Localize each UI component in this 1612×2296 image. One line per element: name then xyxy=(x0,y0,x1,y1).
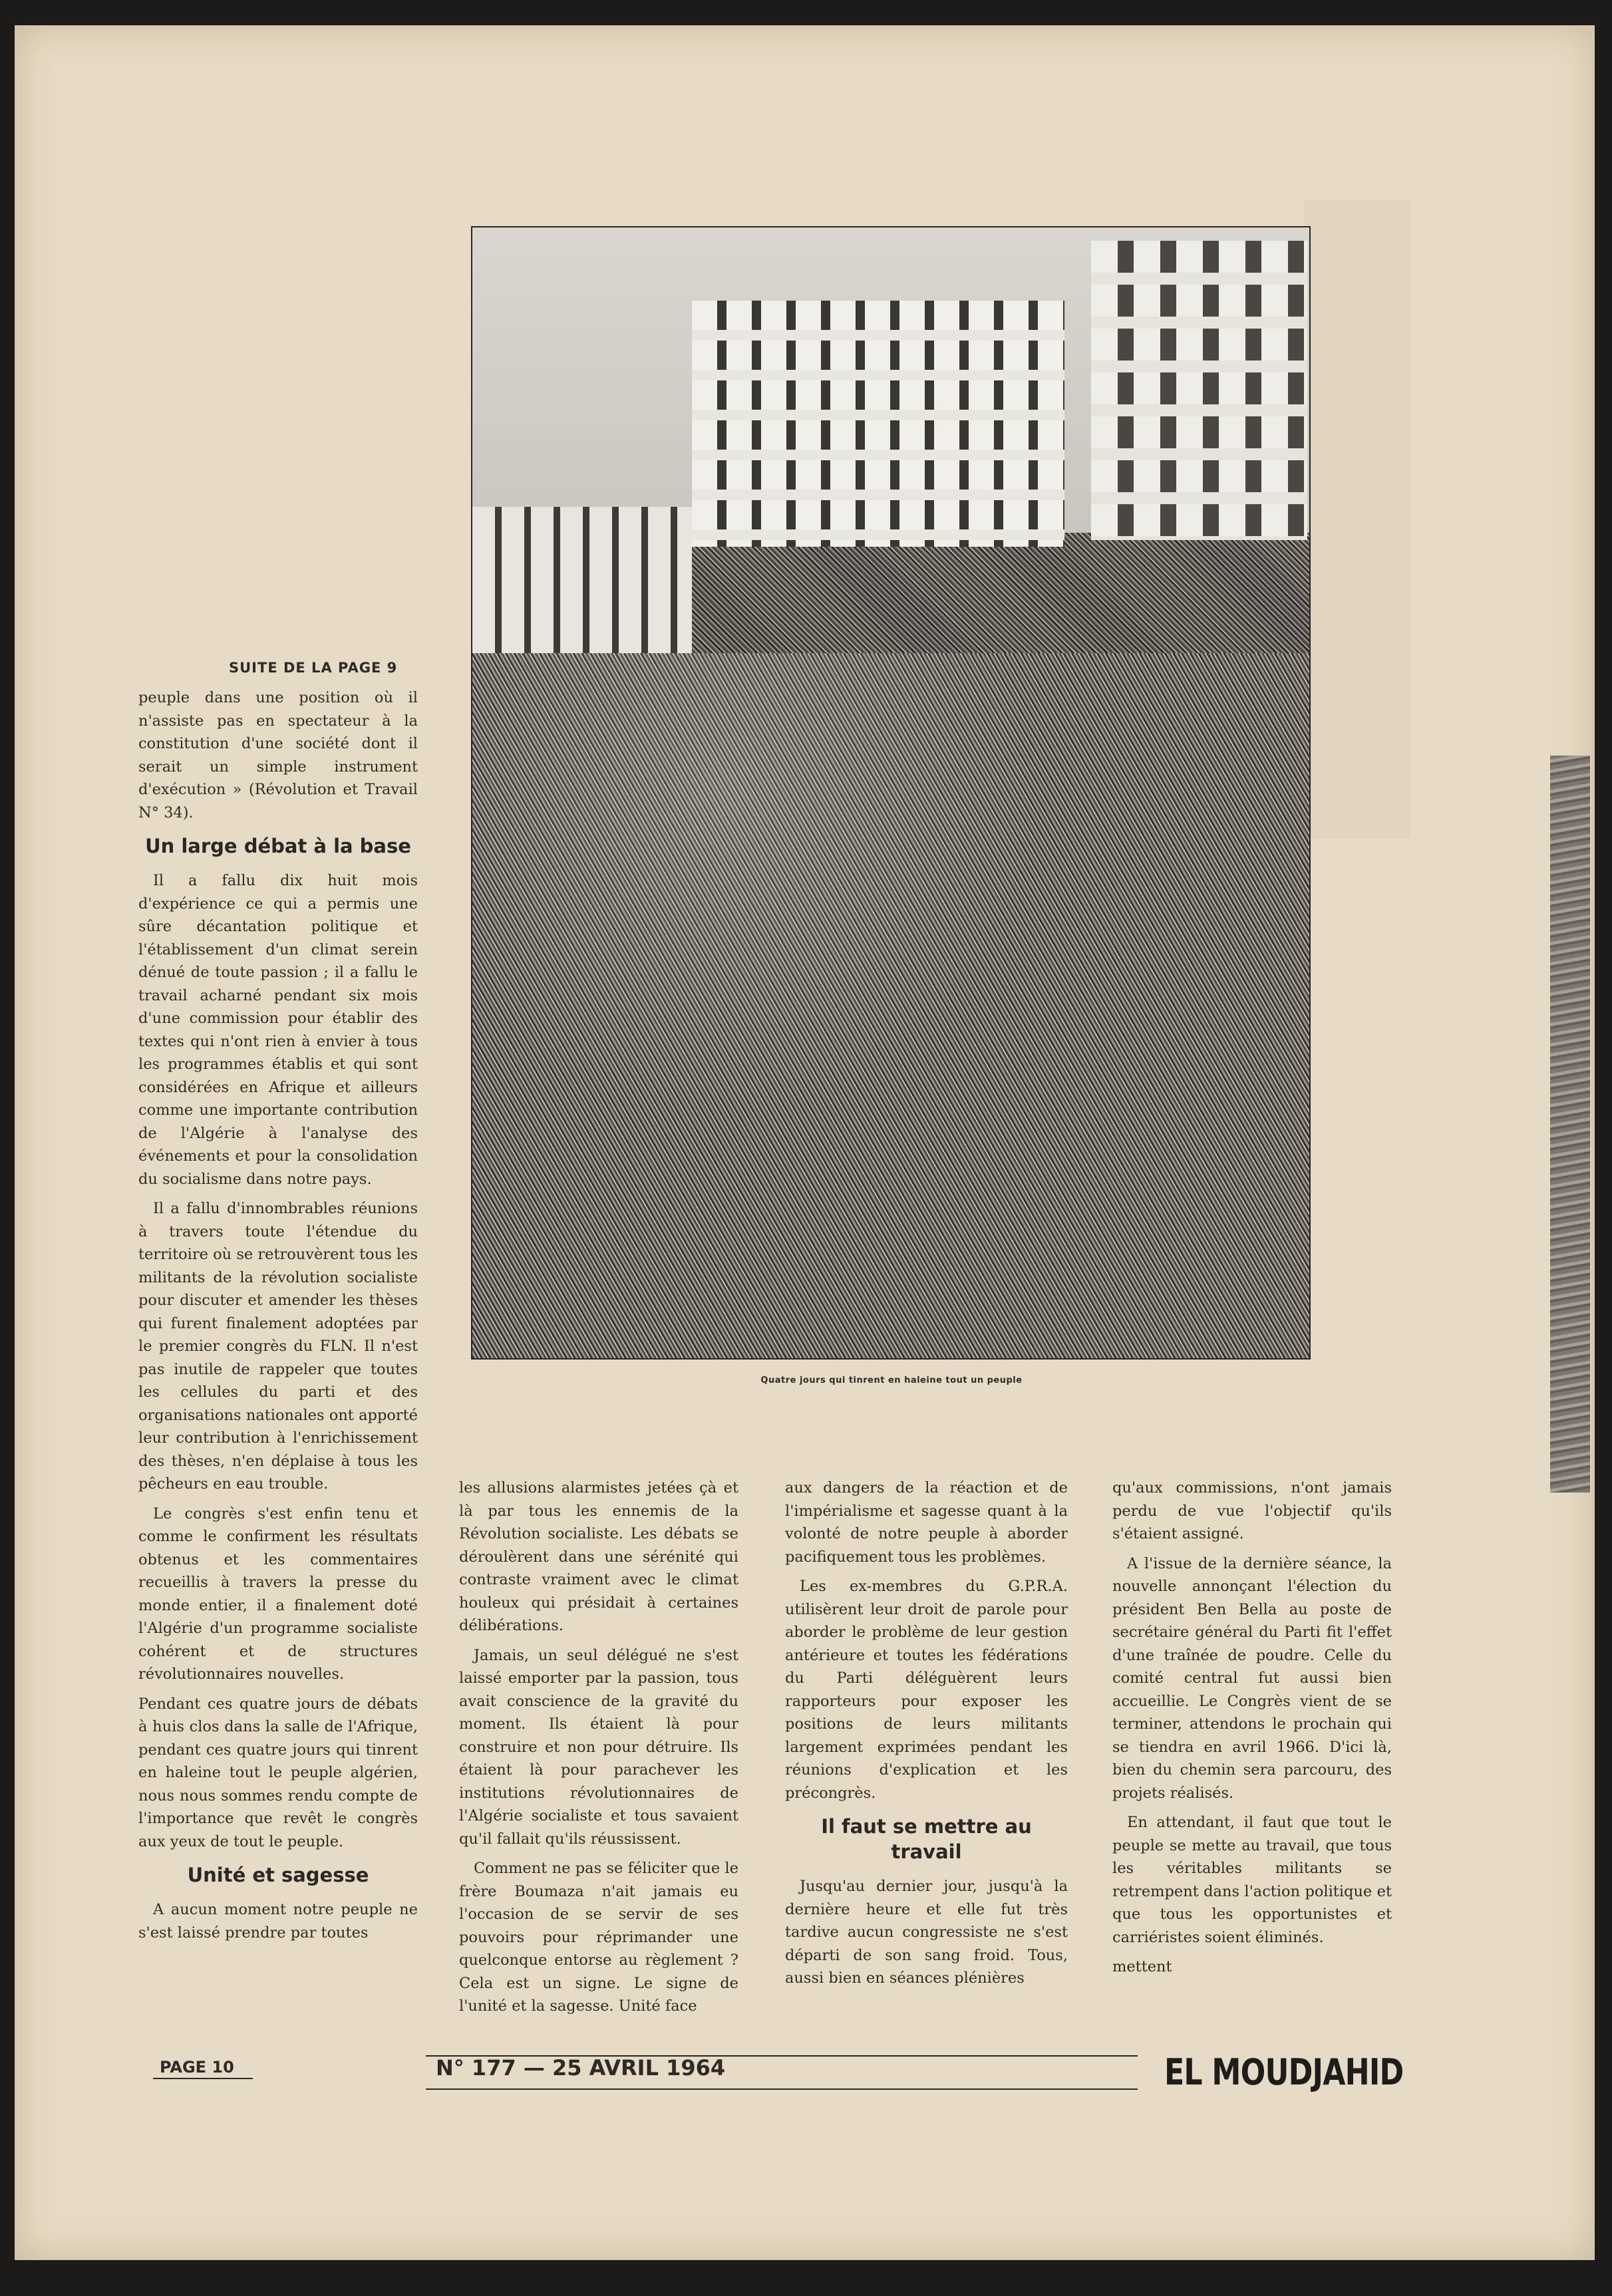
photo-building xyxy=(692,301,1064,547)
paragraph: Pendant ces quatre jours de débats à huis clos dans la salle de l'Afrique, pendant ces quatre jours qui tinrent en haleine tout le peuple algérien, nous nous sommes rendu compte de l'importance que revêt le congrès aux yeux de tout le peuple. xyxy=(138,1695,418,1850)
article-column-4 xyxy=(1112,1477,1392,1985)
paragraph: peuple dans une position où il n'assiste pas en spectateur à la constitution d'une société dont il serait un simple instrument d'exécution » (Révolution et Travail N° 34). xyxy=(138,689,418,821)
paragraph: Le congrès s'est enfin tenu et comme le confirment les résultats obtenus et les commentaires recueillis à travers la presse du monde entier, il a finalement doté l'Algérie d'un programme socialiste cohérent et de structures révolutionnaires nouvelles. xyxy=(138,1505,418,1683)
continued-label: SUITE DE LA PAGE 9 xyxy=(229,660,398,676)
paragraph: Jamais, un seul délégué ne s'est laissé emporter par la passion, tous avait conscience de la gravité du moment. Ils étaient là pour construire et non pour détruire. Ils étaient là pour parachever les institutions révolutionnaires de l'Algérie socialiste et tous savaient qu'il fallait qu'ils réussissent. xyxy=(459,1646,738,1848)
page-number: PAGE 10 xyxy=(160,2058,234,2077)
paragraph: A l'issue de la dernière séance, la nouvelle annonçant l'élection du président Ben Bella au poste de secrétaire général du Parti fit l'effet d'une traînée de poudre. Celle du comité central fut aussi bien accueillie. Le Congrès vient de se terminer, attendons le prochain qui se tiendra en avril 1966. D'ici là, bien du chemin sera parcouru, des projets réalisés. xyxy=(1112,1554,1392,1802)
photo-building xyxy=(472,507,692,660)
paragraph: aux dangers de la réaction et de l'impérialisme et sagesse quant à la volonté de notre peuple à aborder pacifiquement tous les problèmes. xyxy=(785,1479,1068,1566)
article-column-2 xyxy=(459,1477,738,2025)
paragraph: Comment ne pas se féliciter que le frère Boumaza n'ait jamais eu l'occasion de se servir de ses pouvoirs pour réprimander une quelconque entorse au règlement ? Cela est un signe. Le signe de l'unité et la sagesse. Unité face xyxy=(459,1860,738,2015)
footer-rule xyxy=(426,2088,1138,2090)
photo-caption: Quatre jours qui tinrent en haleine tout un peuple xyxy=(760,1375,1023,1385)
photo-crowd xyxy=(472,653,1309,1358)
article-column-3 xyxy=(785,1477,1068,1997)
paragraph: Les ex-membres du G.P.R.A. utilisèrent leur droit de parole pour aborder le problème de leur gestion antérieure et toutes les fédérations du Parti déléguèrent leurs rapporteurs pour exposer les positions de leurs militants largement exprimées pendant les réunions d'explication et les précongrès. xyxy=(785,1578,1068,1802)
paragraph: A aucun moment notre peuple ne s'est laissé prendre par toutes xyxy=(138,1901,418,1941)
paragraph: Il a fallu d'innombrables réunions à travers toute l'étendue du territoire où se retrouvèrent tous les militants de la révolution socialiste pour discuter et amender les thèses qui furent finalement adoptées par le premier congrès du FLN. Il n'est pas inutile de rappeler que toutes les cellules du parti et des organisations nationales ont apporté leur contribution à l'enrichissement des thèses, n'en déplaise à tous les pêcheurs en eau trouble. xyxy=(138,1200,418,1493)
newspaper-masthead: EL MOUDJAHID xyxy=(1164,2051,1404,2093)
crowd-photo xyxy=(471,226,1311,1360)
article-column-1 xyxy=(138,686,418,1951)
show-through-text xyxy=(1304,200,1410,838)
paragraph: mettent xyxy=(1112,1958,1172,1975)
adjacent-page-photo-strip xyxy=(1550,756,1590,1493)
footer-rule xyxy=(153,2078,253,2079)
section-heading: Un large débat à la base xyxy=(145,835,411,857)
paragraph: Il a fallu dix huit mois d'expérience ce qui a permis une sûre décantation politique et l'établissement d'un climat serein dénué de toute passion ; il a fallu le travail acharné pendant six mois d'une commission pour établir des textes qui n'ont rien à envier à tous les programmes établis et qui sont considérées en Afrique et ailleurs comme une importante contribution de l'Algérie à l'analyse des événements et pour la consolidation du socialisme dans notre pays. xyxy=(138,872,418,1188)
paragraph: En attendant, il faut que tout le peuple se mette au travail, que tous les véritables militants se retrempent dans l'action politique et que tous les opportunistes et carriéristes soient éliminés. xyxy=(1112,1814,1392,1946)
photo-building xyxy=(1091,241,1307,540)
paragraph: les allusions alarmistes jetées çà et là par tous les ennemis de la Révolution socialiste. Les débats se déroulèrent dans une sérénité qui contraste vraiment avec le climat houleux qui présidait à certaines délibérations. xyxy=(459,1479,738,1634)
paragraph: qu'aux commissions, n'ont jamais perdu de vue l'objectif qu'ils s'étaient assigné. xyxy=(1112,1479,1392,1542)
section-heading: Il faut se mettre au travail xyxy=(821,1815,1032,1863)
section-heading: Unité et sagesse xyxy=(187,1864,369,1886)
paragraph: Jusqu'au dernier jour, jusqu'à la dernière heure et elle fut très tardive aucun congressiste ne s'est départi de son sang froid. Tous, aussi bien en séances plénières xyxy=(785,1878,1068,1987)
issue-date: N° 177 — 25 AVRIL 1964 xyxy=(436,2055,726,2081)
